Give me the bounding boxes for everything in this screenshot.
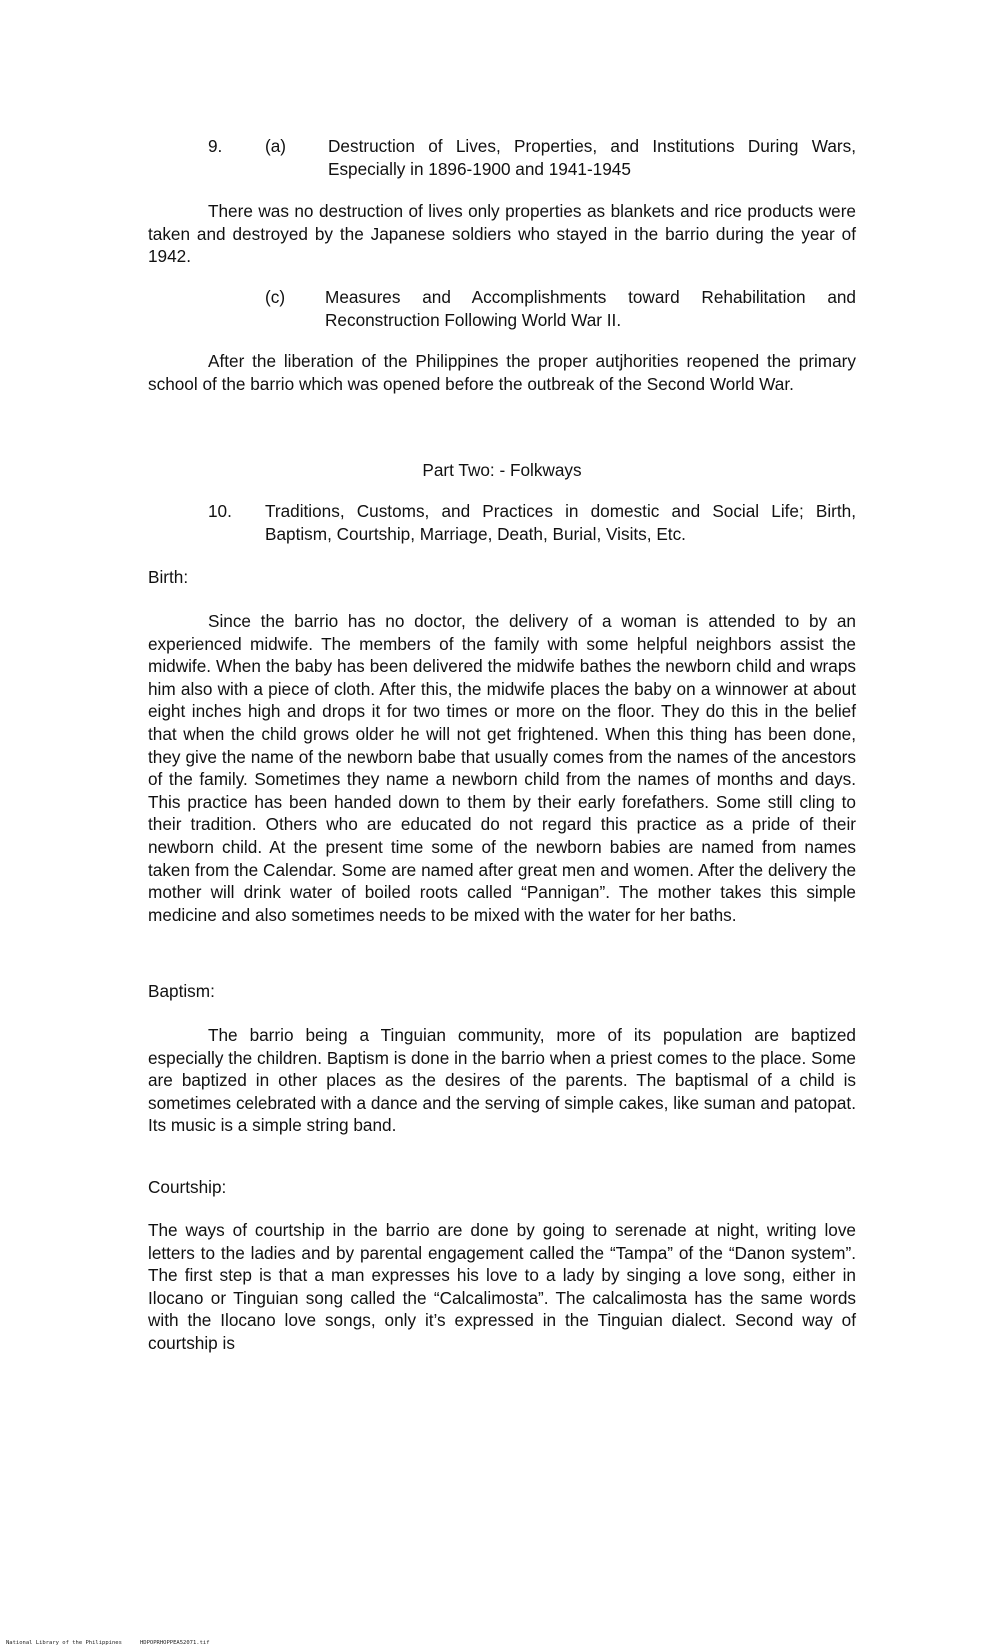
baptism-body: The barrio being a Tinguian community, more of its population are baptized especially the children. Baptism is done in the barrio when a priest comes to the place. Some are baptized in other places as the desires of the parents. The baptismal of a child is sometimes celebrated with a dance and the serving of simple cakes, like suman and patopat. Its music is a simple string band. xyxy=(148,1025,856,1136)
courtship-body: The ways of courtship in the barrio are done by going to serenade at night, writing love letters to the ladies and by parental engagement called the “Tampa” of the “Danon system”. The first step is that a man expresses his love to a lady by singing a love song, either in Ilocano or Tinguian song called the “Calcalimosta”. The calcalimosta has the same words with the Ilocano love songs, only it’s expressed in the Tinguian dialect. Second way of courtship is xyxy=(148,1220,856,1353)
section-9c-label: (c) xyxy=(265,287,286,307)
section-9-heading xyxy=(208,135,856,180)
section-9c-title: Measures and Accomplishments toward Rehabilitation and Reconstruction Following World War II. xyxy=(325,287,856,330)
section-10-number: 10. xyxy=(208,501,232,521)
birth-label: Birth: xyxy=(148,567,189,587)
footer-library: National Library of the Philippines xyxy=(6,1640,122,1646)
section-9-body: There was no destruction of lives only properties as blankets and rice products were taken and destroyed by the Japanese soldiers who stayed in the barrio during the year of 1942. xyxy=(148,201,856,267)
section-9c-body: After the liberation of the Philippines the proper autjhorities reopened the primary school of the barrio which was opened before the outbreak of the Second World War. xyxy=(148,351,856,394)
footer-code: HDPOPRHOPPEA52071.tif xyxy=(140,1640,210,1646)
part-title: Part Two: - Folkways xyxy=(422,460,582,480)
section-9-number: 9. xyxy=(208,136,223,156)
birth-body: Since the barrio has no doctor, the delivery of a woman is attended to by an experienced midwife. The members of the family with some helpful neighbors assist the midwife. When the baby has been delivered the midwife bathes the newborn child and wraps him also with a piece of cloth. After this, the midwife places the baby on a winnower at about eight inches high and drops it for two times or more on the floor. They do this in the belief that when the child grows older he will not get frightened. When this thing has been done, they give the name of the newborn babe that usually comes from the names of the ancestors of the family. Sometimes they name a newborn child from the names of months and days. This practice has been handed down to them by their early forefathers. Some still cling to their tradition. Others who are educated do not regard this practice as a pride of their newborn child. At the present time some of the newborn babies are named from names taken from the Calendar. Some are named after great men and women. After the delivery the mother will drink water of boiled roots called “Pannigan”. The mother takes this simple medicine and also sometimes needs to be mixed with the water for her baths. xyxy=(148,611,856,925)
section-10-heading xyxy=(208,500,856,545)
baptism-label: Baptism: xyxy=(148,981,215,1001)
section-9c-heading xyxy=(265,286,856,331)
section-9-label: (a) xyxy=(265,136,287,156)
section-10-title: Traditions, Customs, and Practices in domestic and Social Life; Birth, Baptism, Courtship, Marriage, Death, Burial, Visits, Etc. xyxy=(265,501,856,544)
courtship-label: Courtship: xyxy=(148,1177,227,1197)
section-9-title: Destruction of Lives, Properties, and Institutions During Wars, Especially in 1896-1900 and 1941-1945 xyxy=(328,136,856,179)
